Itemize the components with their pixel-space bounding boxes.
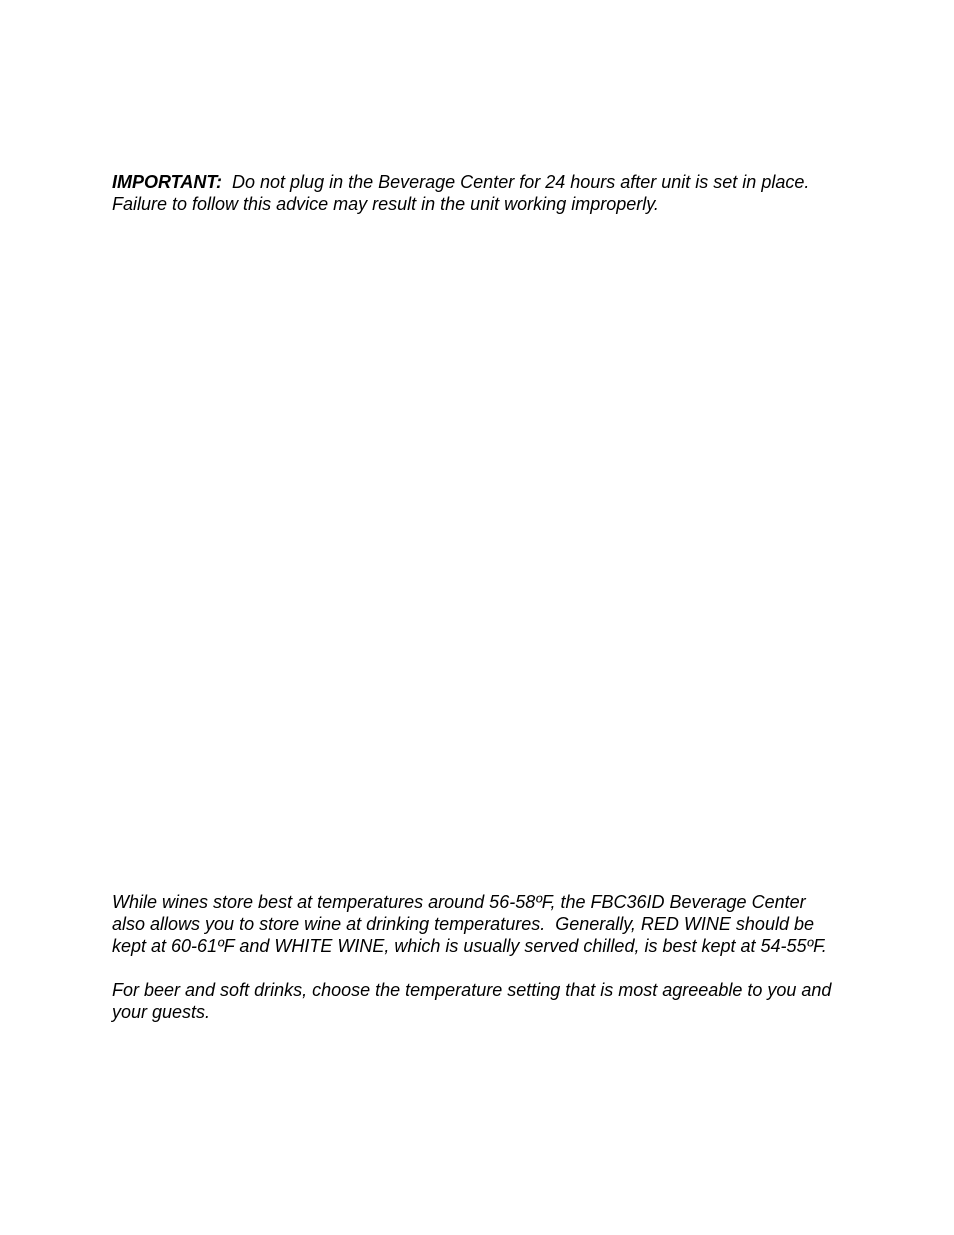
beer-line-2: your guests. <box>112 1002 211 1022</box>
beer-line-1: For beer and soft drinks, choose the temperature setting that is most agreeable to you and <box>112 980 832 1000</box>
important-label: IMPORTANT: <box>112 172 222 192</box>
wine-temperature-paragraph <box>112 891 852 957</box>
important-notice <box>112 171 852 215</box>
important-line-2: Failure to follow this advice may result in the unit working improperly. <box>112 194 659 214</box>
important-line-1 <box>112 171 852 193</box>
beer-soft-drinks-paragraph <box>112 979 852 1023</box>
wine-line-2: also allows you to store wine at drinking temperatures. Generally, RED WINE should be <box>112 914 814 934</box>
wine-line-3: kept at 60-61ºF and WHITE WINE, which is usually served chilled, is best kept at 54-55ºF. <box>112 936 827 956</box>
important-text-1: Do not plug in the Beverage Center for 24 hours after unit is set in place. <box>232 172 810 192</box>
wine-line-1: While wines store best at temperatures around 56-58ºF, the FBC36ID Beverage Center <box>112 892 806 912</box>
